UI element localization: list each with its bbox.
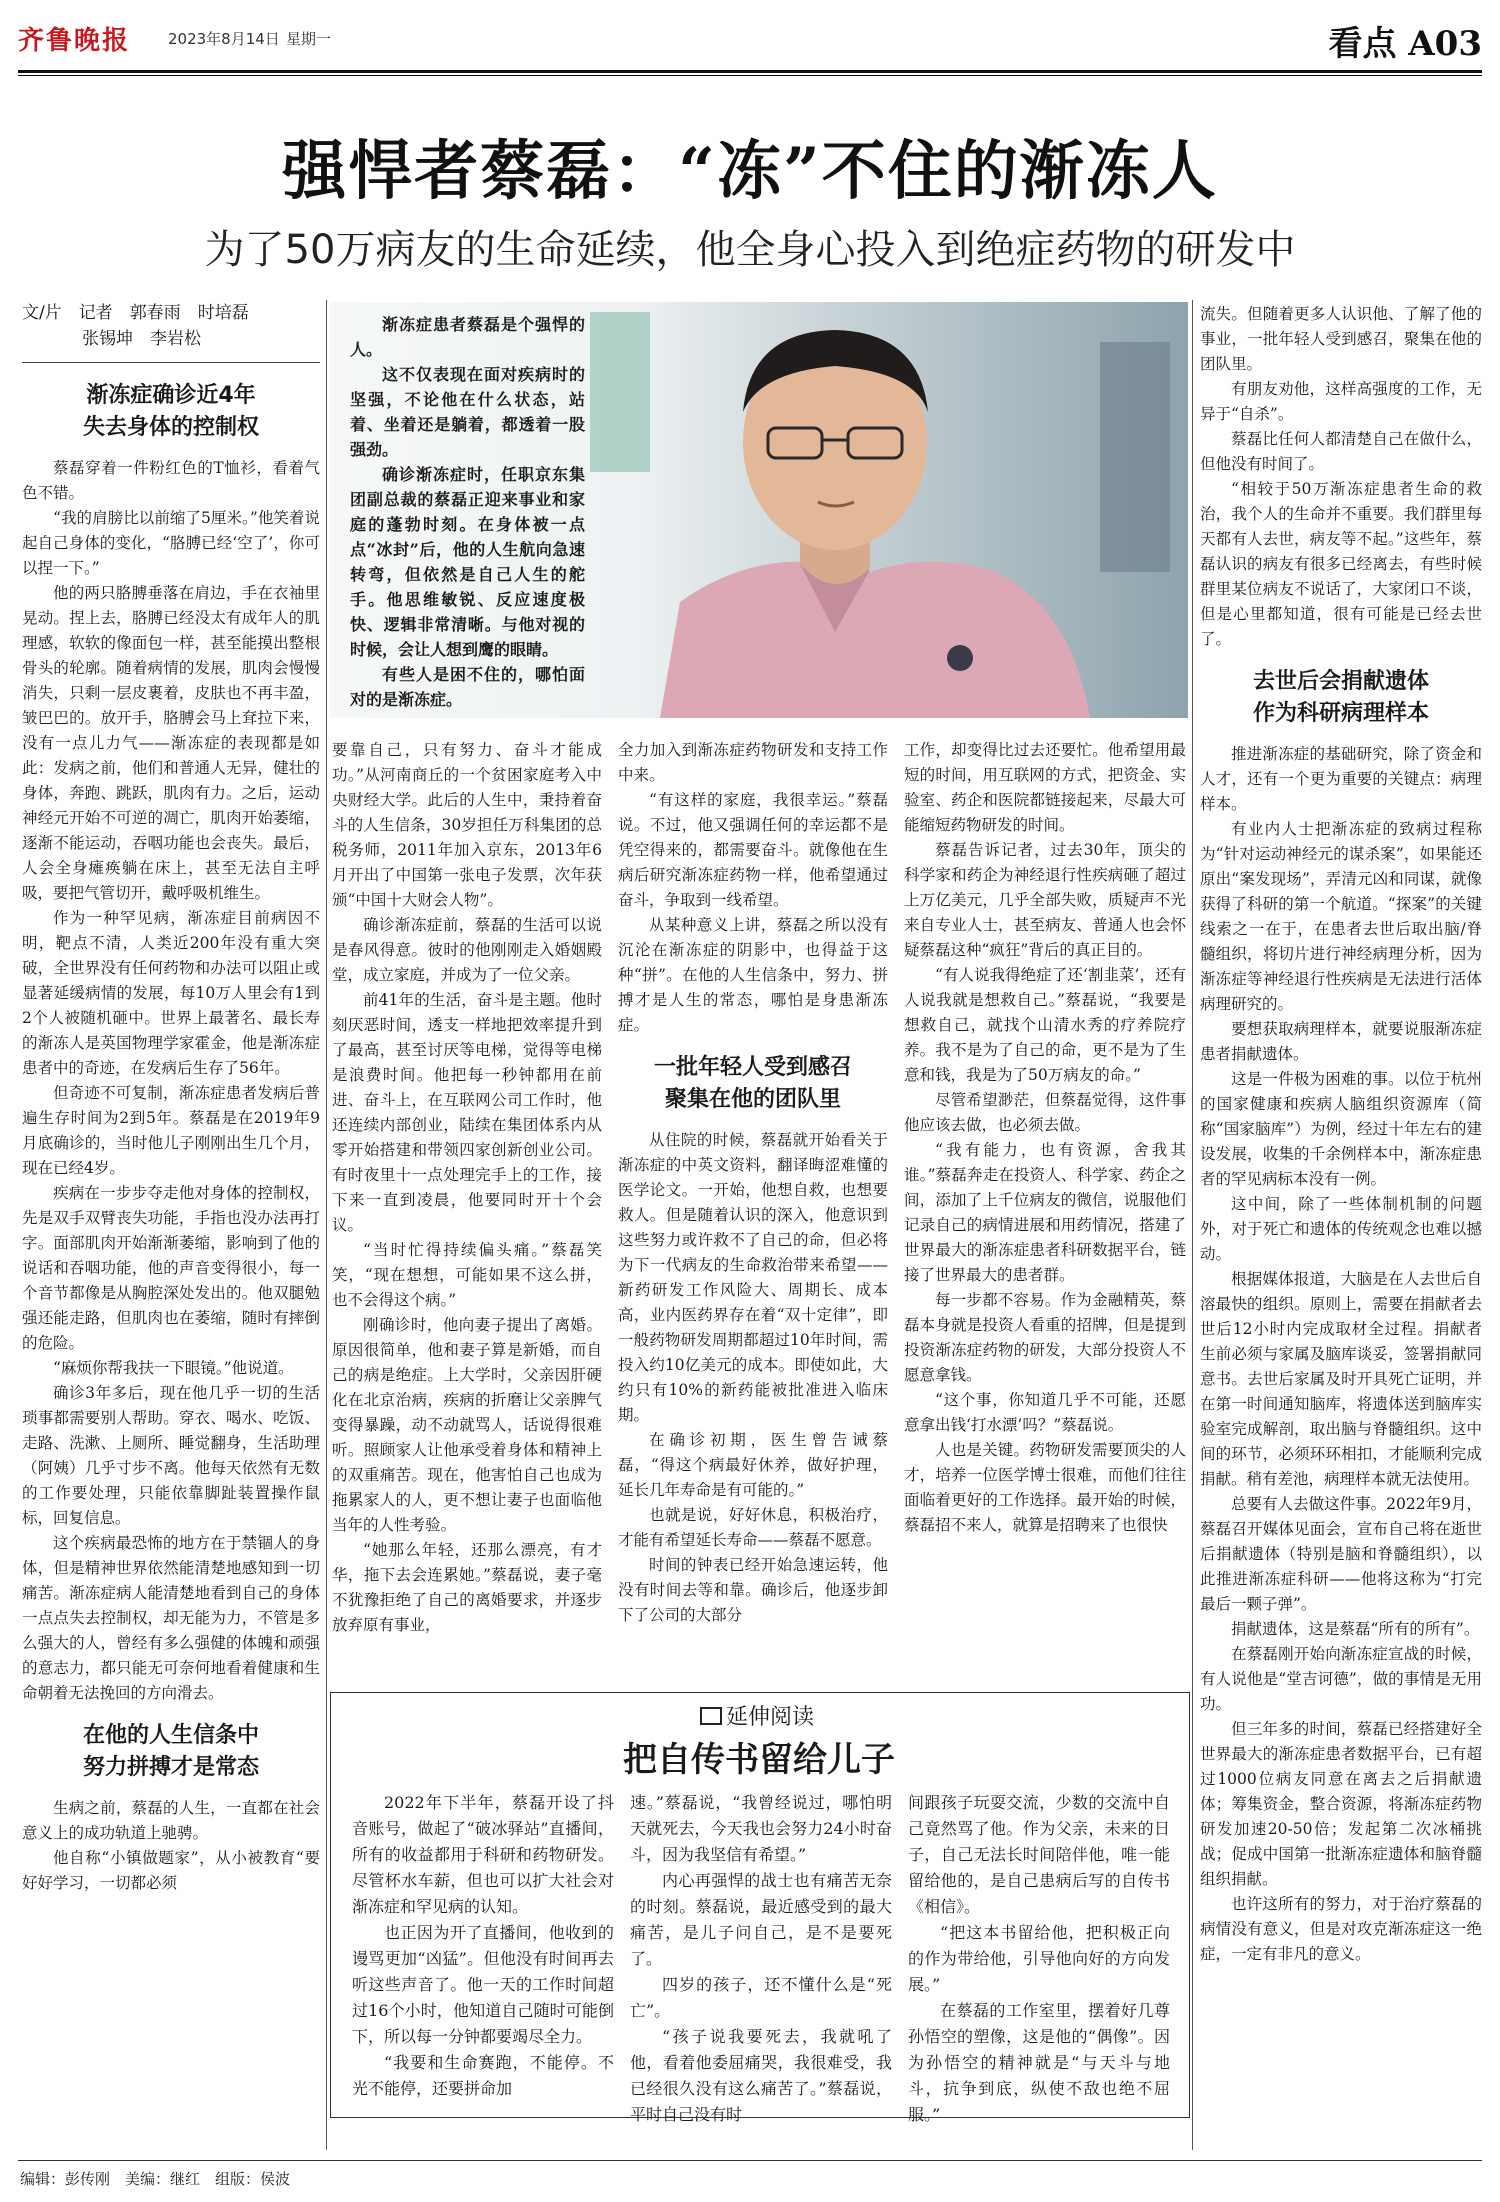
sidebar-tag — [700, 1700, 814, 1731]
headline: 强悍者蔡磊：“冻”不住的渐冻人 — [282, 134, 1218, 209]
body-paragraph: 时间的钟表已经开始急速运转，他没有时间去等和靠。确诊后，他逐步卸下了公司的大部分 — [618, 1556, 888, 1624]
book-icon — [700, 1707, 722, 1725]
article-column-5 — [1200, 302, 1482, 1967]
sidebar-paragraph: “孩子说我要死去，我就吼了他，看着他委屈痛哭，我很难受，我已经很久没有这么痛苦了。”蔡磊说，平时自己没有时 — [630, 2027, 892, 2124]
section-subhead: 渐冻症确诊近4年 失去身体的控制权 — [82, 383, 259, 440]
sidebar-column-2 — [630, 1790, 892, 2128]
section-subhead: 去世后会捐献遗体 作为科研病理样本 — [1252, 669, 1429, 726]
intro-paragraph: 有些人是困不住的，哪怕面对的是渐冻症。 — [350, 665, 585, 709]
body-paragraph: 每一步都不容易。作为金融精英，蔡磊本身就是投资人看重的招牌，但是提到投资渐冻症药物的研发，大部分投资人不愿意拿钱。 — [904, 1291, 1186, 1384]
body-paragraph: “这个事，你知道几乎不可能，还愿意拿出钱‘打水漂’吗？”蔡磊说。 — [904, 1391, 1186, 1434]
article-column-4 — [904, 738, 1186, 1538]
body-paragraph: 从住院的时候，蔡磊就开始看关于渐冻症的中英文资料，翻译晦涩难懂的医学论文。一开始，他想自救，也想要救人。但是随着认识的深入，他意识到这些努力或许救不了自己的命，但必将为下一代病友的生命救治带来希望——新药研发工作风险大、周期长、成本高，业内医药界存在着“双十定律”，即一般药物研发周期都超过10年时间，需投入约10亿美元的成本。即使如此，大约只有10%的新药能被批准进入临床期。 — [618, 1131, 888, 1424]
body-paragraph: 也就是说，好好休息，积极治疗，才能有希望延长寿命——蔡磊不愿意。 — [618, 1506, 888, 1549]
body-paragraph: 有业内人士把渐冻症的致病过程称为“针对运动神经元的谋杀案”，如果能还原出“案发现场”，弄清元凶和同谋，就像获得了科研的第一个航道。“探案”的关键线索之一在于，在患者去世后取出脑/脊髓组织，将切片进行神经病理分析，因为渐冻症等神经退行性疾病是无法进行活体病理研究的。 — [1200, 820, 1482, 1013]
section-subhead: 在他的人生信条中 努力拼搏才是常态 — [82, 1723, 259, 1780]
body-paragraph: 确诊3年多后，现在他几乎一切的生活琐事都需要别人帮助。穿衣、喝水、吃饭、走路、洗漱、上厕所、睡觉翻身，生活助理（阿姨）几乎寸步不离。他每天依然有无数的工作要处理，只能依靠脚趾装置操作鼠标，回复信息。 — [22, 1384, 320, 1527]
body-paragraph: 有朋友劝他，这样高强度的工作，无异于“自杀”。 — [1200, 380, 1482, 423]
body-paragraph: 刚确诊时，他向妻子提出了离婚。原因很简单，他和妻子算是新婚，而自己的病是绝症。上大学时，父亲因肝硬化在北京治病，疾病的折磨让父亲脾气变得暴躁，动不动就骂人，话说得很难听。照顾家人让他承受着身体和精神上的双重痛苦。现在，他害怕自己也成为拖累家人的人，更不想让妻子也面临他当年的人性考验。 — [332, 1316, 602, 1534]
body-paragraph: 捐献遗体，这是蔡磊“所有的所有”。 — [1231, 1620, 1480, 1638]
body-paragraph: 疾病在一步步夺走他对身体的控制权，先是双手双臂丧失功能，手指也没办法再打字。面部肌肉开始渐渐萎缩，影响到了他的说话和吞咽功能，他的声音变得很小，每一个音节都像是从胸腔深处发出的。他双腿勉强还能走路，但肌肉也在萎缩，随时有摔倒的危险。 — [22, 1184, 320, 1352]
body-paragraph: 全力加入到渐冻症药物研发和支持工作中来。 — [618, 741, 888, 784]
byline — [22, 300, 322, 352]
article-column-1 — [22, 376, 320, 1896]
body-paragraph: “有人说我得绝症了还‘割韭菜’，还有人说我就是想救自己。”蔡磊说，“我要是想救自己，就找个山清水秀的疗养院疗养。我不是为了自己的命，更不是为了生意和钱，我是为了50万病友的命。” — [904, 966, 1186, 1084]
body-paragraph: 生病之前，蔡磊的人生，一直都在社会意义上的成功轨道上驰骋。 — [22, 1799, 320, 1842]
byline-line-1: 文/片 记者 郭春雨 时培磊 — [22, 303, 249, 323]
body-paragraph: 要靠自己，只有努力、奋斗才能成功。”从河南商丘的一个贫困家庭考入中央财经大学。此后的人生中，秉持着奋斗的人生信条，30岁担任万科集团的总税务师，2011年加入京东，2013年6月开出了中国第一张电子发票，次年获颁“中国十大财会人物”。 — [332, 741, 602, 909]
sidebar-paragraph: 四岁的孩子，还不懂什么是“死亡”。 — [630, 1975, 892, 2020]
body-paragraph: 但三年多的时间，蔡磊已经搭建好全世界最大的渐冻症患者数据平台，已有超过1000位病友同意在离去之后捐献遗体；筹集资金，整合资源，将渐冻症药物研发加速20-50倍；发起第二次冰桶挑战；促成中国第一批渐冻症遗体和脑脊髓组织捐献。 — [1200, 1720, 1482, 1888]
body-paragraph: 工作，却变得比过去还要忙。他希望用最短的时间，用互联网的方式，把资金、实验室、药企和医院都链接起来，尽最大可能缩短药物研发的时间。 — [904, 741, 1186, 834]
sidebar-column-1 — [352, 1790, 614, 2102]
body-paragraph: 流失。但随着更多人认识他、了解了他的事业，一批年轻人受到感召，聚集在他的团队里。 — [1200, 305, 1482, 373]
sidebar-title: 把自传书留给儿子 — [623, 1740, 895, 1780]
byline-line-2: 张锡坤 李岩松 — [82, 329, 201, 349]
body-paragraph: 总要有人去做这件事。2022年9月，蔡磊召开媒体见面会，宣布自己将在逝世后捐献遗体（特别是脑和脊髓组织），以此推进渐冻症科研——他将这称为“打完最后一颗子弹”。 — [1200, 1495, 1482, 1613]
body-paragraph: “相较于50万渐冻症患者生命的救治，我个人的生命并不重要。我们群里每天都有人去世，病友等不起。”这些年，蔡磊认识的病友有很多已经离去，有些时候群里某位病友不说话了，大家闭口不谈，但是心里都知道，很有可能是已经去世了。 — [1200, 480, 1482, 648]
intro-box — [350, 312, 585, 712]
subheadline: 为了50万病友的生命延续，他全身心投入到绝症药物的研发中 — [204, 227, 1296, 273]
issue-weekday: 星期一 — [286, 30, 332, 48]
sidebar-paragraph: 在蔡磊的工作室里，摆着好几尊孙悟空的塑像，这是他的“偶像”。因为孙悟空的精神就是“与天斗与地斗，抗争到底，纵使不敌也绝不屈服。” — [908, 2001, 1170, 2124]
body-paragraph: 这中间，除了一些体制机制的问题外，对于死亡和遗体的传统观念也难以撼动。 — [1200, 1195, 1482, 1263]
body-paragraph: 这个疾病最恐怖的地方在于禁锢人的身体，但是精神世界依然能清楚地感知到一切痛苦。渐冻症病人能清楚地看到自己的身体一点点失去控制权，却无能为力，不管是多么强大的人，曾经有多么强健的体魄和顽强的意志力，都只能无可奈何地看着健康和生命朝着无法挽回的方向滑去。 — [22, 1534, 320, 1702]
sidebar-paragraph: “把这本书留给他，把积极正向的作为带给他，引导他向好的方向发展。” — [908, 1923, 1170, 1994]
section-page-label: 看点 A03 — [1328, 24, 1482, 64]
sidebar-paragraph: 也正因为开了直播间，他收到的谩骂更加“凶猛”。但他没有时间再去听这些声音了。他一天的工作时间超过16个小时，他知道自己随时可能倒下，所以每一分钟都要竭尽全力。 — [352, 1923, 614, 2046]
footer-rule — [18, 2160, 1482, 2161]
body-paragraph: 蔡磊告诉记者，过去30年，顶尖的科学家和药企为神经退行性疾病砸了超过上万亿美元，几乎全部失败，质疑声不光来自专业人士，甚至病友、普通人也会怀疑蔡磊这种“疯狂”背后的真正目的。 — [904, 841, 1186, 959]
body-paragraph: 确诊渐冻症前，蔡磊的生活可以说是春风得意。彼时的他刚刚走入婚姻殿堂，成立家庭，并成为了一位父亲。 — [332, 916, 602, 984]
newspaper-logo: 齐鲁晚报 — [18, 26, 131, 56]
article-column-2 — [332, 738, 602, 1638]
intro-paragraph: 渐冻症患者蔡磊是个强悍的人。 — [350, 315, 585, 359]
body-paragraph: 蔡磊穿着一件粉红色的T恤衫，看着气色不错。 — [22, 459, 320, 502]
body-paragraph: “我的肩膀比以前缩了5厘米。”他笑着说起自己身体的变化，“胳膊已经‘空了’，你可以捏一下。” — [22, 509, 320, 577]
body-paragraph: 尽管希望渺茫，但蔡磊觉得，这件事他应该去做，也必须去做。 — [904, 1091, 1186, 1134]
sidebar-tag-label: 延伸阅读 — [726, 1705, 815, 1730]
body-paragraph: 蔡磊比任何人都清楚自己在做什么，但他没有时间了。 — [1200, 430, 1482, 473]
body-paragraph: 这是一件极为困难的事。以位于杭州的国家健康和疾病人脑组织资源库（简称“国家脑库”）为例，经过十年左右的建设发展，收集的千余例样本中，渐冻症患者的罕见病标本没有一例。 — [1200, 1070, 1482, 1188]
body-paragraph: 作为一种罕见病，渐冻症目前病因不明，靶点不清，人类近200年没有重大突破，全世界没有任何药物和办法可以阻止或显著延缓病情的发展，每10万人里会有1到2个人被随机砸中。世界上最著名、最长寿的渐冻人是英国物理学家霍金，他是渐冻症患者中的奇迹，在发病后生存了56年。 — [22, 909, 320, 1077]
body-paragraph: “她那么年轻，还那么漂亮，有才华，拖下去会连累她。”蔡磊说，妻子毫不犹豫拒绝了自己的离婚要求，并逐步放弃原有事业， — [332, 1541, 602, 1634]
body-paragraph: 根据媒体报道，大脑是在人去世后自溶最快的组织。原则上，需要在捐献者去世后12小时内完成取材全过程。捐献者生前必须与家属及脑库谈妥，签署捐献同意书。去世后家属及时开具死亡证明，并在第一时间通知脑库，将遗体送到脑库实验室完成解剖，取出脑与脊髓组织。这中间的环节，必须环环相扣，才能顺利完成捐献。稍有差池，病理样本就无法使用。 — [1200, 1270, 1482, 1488]
footer-credits: 编辑：彭传刚 美编：继红 组版：侯波 — [20, 2170, 291, 2188]
sidebar-paragraph: 速。”蔡磊说，“我曾经说过，哪怕明天就死去，今天我也会努力24小时奋斗，因为我坚信有希望。” — [630, 1793, 892, 1864]
masthead-rule-thin — [18, 75, 1482, 76]
column-rule — [1192, 300, 1193, 2150]
intro-paragraph: 确诊渐冻症时，任职京东集团副总裁的蔡磊正迎来事业和家庭的蓬勃时刻。在身体被一点点“冰封”后，他的人生航向急速转弯，但依然是自己人生的舵手。他思维敏锐、反应速度极快、逻辑非常清晰。与他对视的时候，会让人想到鹰的眼睛。 — [350, 465, 585, 659]
sidebar-paragraph: 内心再强悍的战士也有痛苦无奈的时刻。蔡磊说，最近感受到的最大痛苦，是儿子问自己，是不是要死了。 — [630, 1871, 892, 1968]
sidebar-paragraph: 2022年下半年，蔡磊开设了抖音账号，做起了“破冰驿站”直播间，所有的收益都用于科研和药物研发。尽管杯水车薪，但也可以扩大社会对渐冻症和罕见病的认知。 — [352, 1793, 614, 1916]
section-subhead: 一批年轻人受到感召 聚集在他的团队里 — [653, 1055, 852, 1112]
body-paragraph: 在蔡磊刚开始向渐冻症宣战的时候，有人说他是“堂吉诃德”，做的事情是无用功。 — [1200, 1645, 1482, 1713]
masthead — [18, 14, 1482, 64]
intro-paragraph: 这不仅表现在面对疾病时的坚强，不论他在什么状态，站着、坐着还是躺着，都透着一股强劲。 — [350, 365, 585, 459]
body-paragraph: 但奇迹不可复制，渐冻症患者发病后普遍生存时间为2到5年。蔡磊是在2019年9月底确诊的，当时他儿子刚刚出生几个月，现在已经4岁。 — [22, 1084, 320, 1177]
body-paragraph: 他的两只胳膊垂落在肩边，手在衣袖里晃动。捏上去，胳膊已经没太有成年人的肌理感，软软的像面包一样，甚至能摸出整根骨头的轮廓。随着病情的发展，肌肉会慢慢消失，只剩一层皮裹着，皮肤也不再丰盈，皱巴巴的。放开手，胳膊会马上耷拉下来，没有一点儿力气——渐冻症的表现都是如此：发病之前，他们和普通人无异，健壮的身体，奔跑、跳跃，肌肉有力。之后，运动神经元开始不可逆的凋亡，肌肉开始萎缩，逐渐不能运动，吞咽功能也会丧失。最后，人会全身瘫痪躺在床上，甚至无法自主呼吸，要把气管切开，戴呼吸机维生。 — [22, 584, 320, 902]
body-paragraph: “我有能力，也有资源，舍我其谁。”蔡磊奔走在投资人、科学家、药企之间，添加了上千位病友的微信，说服他们记录自己的病情进展和用药情况，搭建了世界最大的渐冻症患者科研数据平台，链接了世界最大的患者群。 — [904, 1141, 1186, 1284]
sidebar-paragraph: 间跟孩子玩耍交流，少数的交流中自己竟然骂了他。作为父亲，未来的日子，自己无法长时间陪伴他，唯一能留给他的，是自己患病后写的自传书《相信》。 — [908, 1793, 1170, 1916]
byline-rule — [22, 362, 320, 363]
body-paragraph: 他自称“小镇做题家”，从小被教育“要好好学习，一切都必须 — [22, 1849, 320, 1892]
issue-date: 2023年8月14日 — [168, 30, 280, 48]
body-paragraph: 也许这所有的努力，对于治疗蔡磊的病情没有意义，但是对攻克渐冻症这一绝症，一定有非凡的意义。 — [1200, 1895, 1482, 1963]
body-paragraph: 要想获取病理样本，就要说服渐冻症患者捐献遗体。 — [1200, 1020, 1482, 1063]
masthead-rule — [18, 70, 1482, 73]
sidebar-column-3 — [908, 1790, 1170, 2128]
column-rule — [326, 300, 327, 2150]
sidebar-paragraph: “我要和生命赛跑，不能停。不光不能停，还要拼命加 — [352, 2053, 614, 2098]
body-paragraph: 在确诊初期，医生曾告诫蔡磊，“得这个病最好休养，做好护理，延长几年寿命是有可能的。” — [618, 1431, 888, 1499]
body-paragraph: 推进渐冻症的基础研究，除了资金和人才，还有一个更为重要的关键点：病理样本。 — [1200, 745, 1482, 813]
body-paragraph: “麻烦你帮我扶一下眼镜。”他说道。 — [53, 1359, 294, 1377]
body-paragraph: “有这样的家庭，我很幸运。”蔡磊说。不过，他又强调任何的幸运都不是凭空得来的，都需要奋斗。就像他在生病后研究渐冻症药物一样，他希望通过奋斗，争取到一线希望。 — [618, 791, 888, 909]
article-column-3 — [618, 738, 888, 1628]
body-paragraph: 前41年的生活，奋斗是主题。他时刻厌恶时间，透支一样地把效率提升到了最高，甚至讨厌等电梯，觉得等电梯是浪费时间。他把每一秒钟都用在前进、奋斗上，在互联网公司工作时，他还连续内部创业，陆续在集团体系内从零开始搭建和带领四家创新创业公司。有时夜里十一点处理完手上的工作，接下来一直到凌晨，他要同时开十个会议。 — [332, 991, 602, 1234]
body-paragraph: “当时忙得持续偏头痛。”蔡磊笑笑，“现在想想，可能如果不这么拼，也不会得这个病。” — [332, 1241, 602, 1309]
body-paragraph: 人也是关键。药物研发需要顶尖的人才，培养一位医学博士很难，而他们往往面临着更好的工作选择。最开始的时候，蔡磊招不来人，就算是招聘来了也很快 — [904, 1441, 1186, 1534]
body-paragraph: 从某种意义上讲，蔡磊之所以没有沉沦在渐冻症的阴影中，也得益于这种“拼”。在他的人生信条中，努力、拼搏才是人生的常态，哪怕是身患渐冻症。 — [618, 916, 888, 1034]
